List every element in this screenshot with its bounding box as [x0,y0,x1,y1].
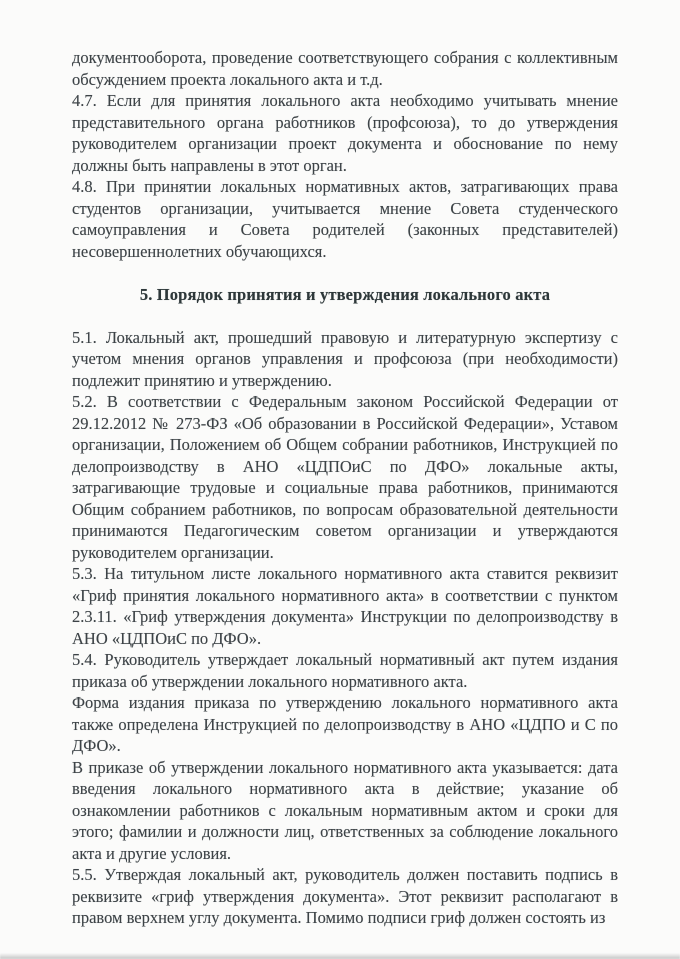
paragraph-4-8: 4.8. При принятии локальных нормативных актов, затрагивающих права студентов организации, учитывается мнение Совета студенческого самоуправления и Совета родителей (законных представителей) несовершеннолетних обучающихся. [72,177,618,261]
paragraph-5-5: 5.5. Утверждая локальный акт, руководитель должен поставить подпись в реквизите «гриф утверждения документа». Этот реквизит располагают в правом верхнем углу документа. Помимо подписи гриф должен состоять из [72,865,618,927]
paragraph-5-3: 5.3. На титульном листе локального нормативного акта ставится реквизит «Гриф принятия локального нормативного акта» в соответствии с пунктом 2.3.11. «Гриф утверждения документа» Инструкции по делопроизводству в АНО «ЦДПОиС по ДФО». [72,564,618,648]
paragraph-5-2: 5.2. В соответствии с Федеральным законом Российской Федерации от 29.12.2012 № 273-ФЗ «Об образовании в Российской Федерации», Уставом организации, Положением об Общем собрании работников, Инструкцией по делопроизводству в АНО «ЦДПОиС по ДФО» локальные акты, затрагивающие трудовые и социальные права работников, принимаются Общим собранием работников, по вопросам образовательной деятельности принимаются Педагогическим советом организации и утверждаются руководителем организации. [72,392,618,562]
paragraph-order-contents: В приказе об утверждении локального нормативного акта указывается: дата введения локального нормативного акта в действие; указание об ознакомлении работников с локальным нормативным актом и сроки для этого; фамилии и должности лиц, ответственных за соблюдение локального акта и другие условия. [72,757,618,863]
paragraph-order-form: Форма издания приказа по утверждению локального нормативного акта также определена Инструкцией по делопроизводству в АНО «ЦДПО и С по ДФО». [72,693,618,755]
paragraph-5-1: 5.1. Локальный акт, прошедший правовую и литературную экспертизу с учетом мнения органов управления и профсоюза (при необходимости) подлежит принятию и утверждению. [72,327,618,390]
paragraph-continuation: документооборота, проведение соответствующего собрания с коллективным обсуждением проекта локального акта и т.д. [72,48,618,89]
section-heading-5: 5. Порядок принятия и утверждения локального акта [139,284,551,304]
document-text-block [72,47,618,929]
paragraph-4-7: 4.7. Если для принятия локального акта необходимо учитывать мнение представительного органа работников (профсоюза), то до утверждения руководителем организации проект документа и обоснование по нему должны быть направлены в этот орган. [72,91,618,175]
paragraph-5-4: 5.4. Руководитель утверждает локальный нормативный акт путем издания приказа об утверждении локального нормативного акта. [72,650,618,691]
scan-edge-shadow [0,953,680,959]
